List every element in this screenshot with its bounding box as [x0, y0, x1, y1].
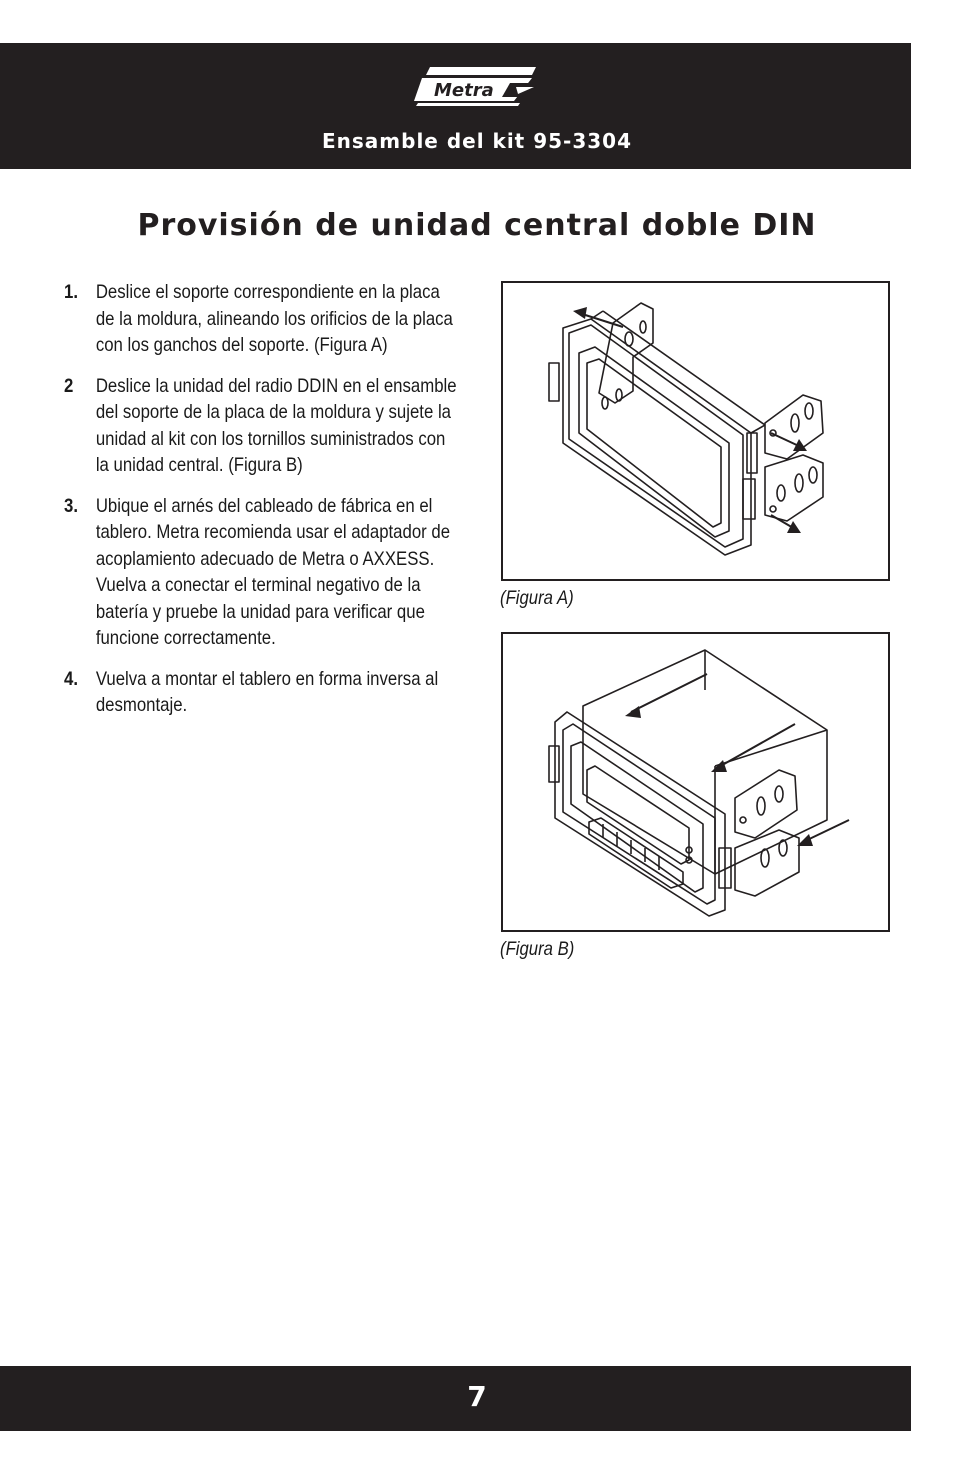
step-number: 2: [64, 374, 74, 397]
step-1: [64, 279, 460, 359]
step-number: 1.: [64, 281, 78, 303]
svg-text:Metra: Metra: [434, 80, 494, 101]
kit-title: Ensamble del kit 95-3304: [321, 129, 632, 153]
step-text: Vuelva a montar el tablero en forma inversa al desmontaje.: [95, 667, 439, 716]
figure-a-drawing: [503, 283, 888, 579]
step-2: [64, 373, 460, 479]
metra-logo: [410, 61, 544, 109]
figure-b-caption: (Figura B): [500, 939, 575, 960]
step-text: Ubique el arnés del cableado de fábrica en el tablero. Metra recomienda usar el adaptador de acoplamiento adecuado de Metra o AXXESS. Vuelva a conectar el terminal negativo de la batería y pruebe la unidad para verificar que funcione correctamente.: [95, 494, 451, 649]
figure-a-caption: (Figura A): [500, 588, 574, 609]
step-text: Deslice la unidad del radio DDIN en el ensamble del soporte de la placa de la moldura y sujete la unidad al kit con los tornillos suministrados con la unidad central. (Figura B): [95, 374, 457, 476]
figure-b-drawing: [503, 634, 888, 930]
step-number: 4.: [64, 667, 78, 690]
footer-band: [0, 1366, 911, 1431]
step-4: [64, 666, 460, 719]
figure-a: [501, 281, 890, 581]
page-number: 7: [467, 1380, 487, 1413]
figure-b: [501, 632, 890, 932]
header-band: [0, 43, 911, 169]
step-number: 3.: [64, 494, 78, 517]
step-text: Deslice el soporte correspondiente en la placa de la moldura, alineando los orificios de la placa con los ganchos del soporte. (Figura A): [95, 281, 453, 356]
step-3: [64, 493, 460, 652]
page-title: Provisión de unidad central doble DIN: [137, 208, 817, 243]
instruction-steps: [64, 279, 460, 733]
